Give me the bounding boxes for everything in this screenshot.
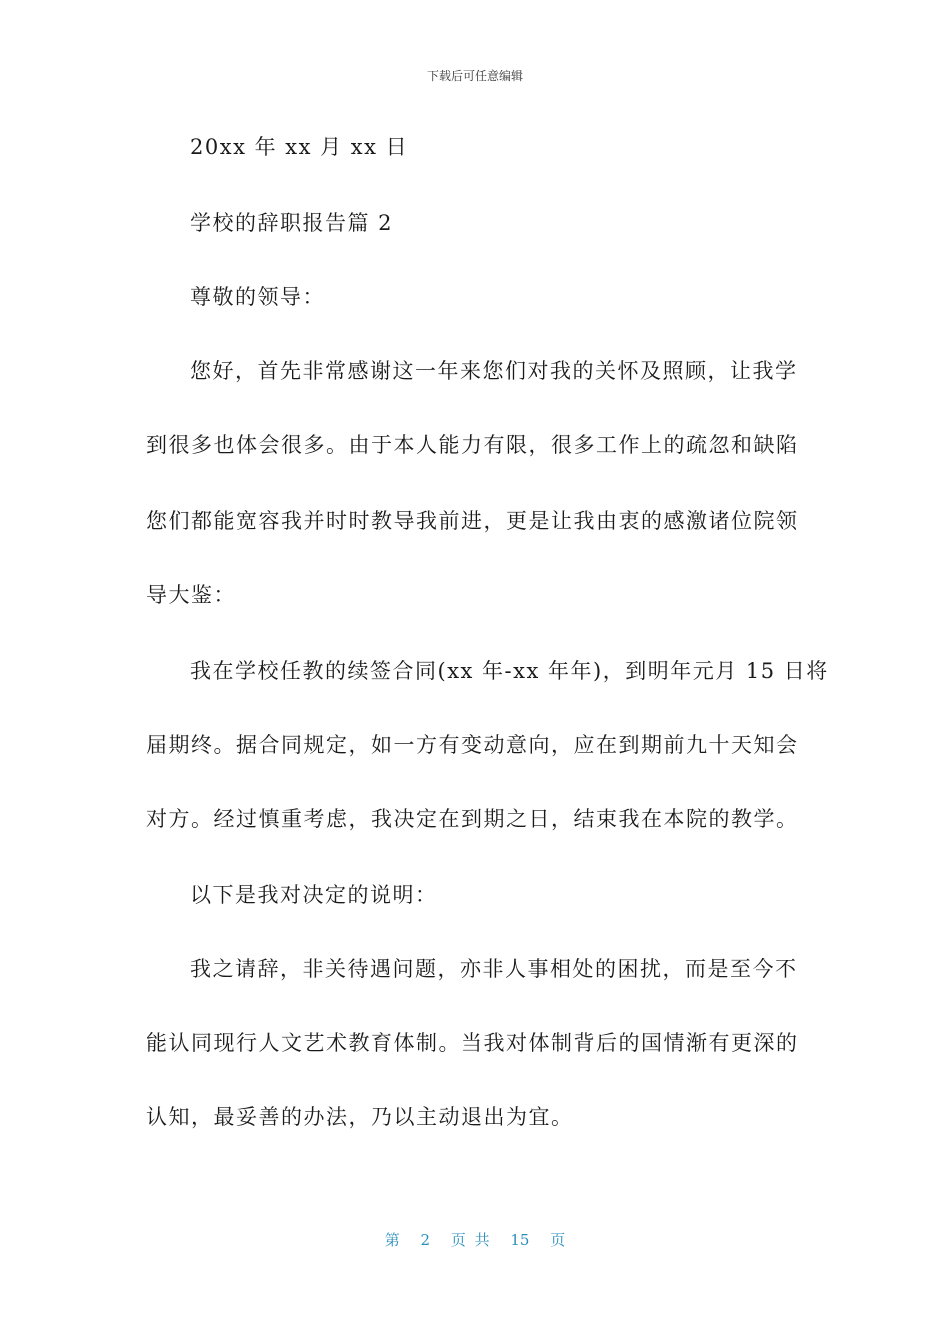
- date-line: 20xx 年 xx 月 xx 日: [190, 135, 409, 159]
- paragraph-line: 对方。经过慎重考虑，我决定在到期之日，结束我在本院的教学。: [146, 807, 799, 831]
- salutation: 尊敬的领导：: [190, 285, 325, 309]
- paragraph-line: 届期终。据合同规定，如一方有变动意向，应在到期前九十天知会: [146, 733, 799, 757]
- paragraph-line: 我在学校任教的续签合同(xx 年-xx 年年)，到明年元月 15 日将: [190, 659, 829, 683]
- paragraph-line: 能认同现行人文艺术教育体制。当我对体制背后的国情渐有更深的: [146, 1031, 799, 1055]
- current-page-number: 2: [420, 1231, 431, 1249]
- paragraph-line: 到很多也体会很多。由于本人能力有限，很多工作上的疏忽和缺陷: [146, 433, 799, 457]
- paragraph-line: 导大鉴：: [146, 583, 236, 607]
- paragraph-line: 以下是我对决定的说明：: [190, 883, 438, 907]
- footer-middle: 页 共: [450, 1231, 490, 1249]
- paragraph-line: 我之请辞，非关待遇问题，亦非人事相处的困扰，而是至今不: [190, 957, 798, 981]
- footer-prefix: 第: [384, 1231, 400, 1249]
- total-pages-number: 15: [510, 1231, 530, 1249]
- paragraph-line: 您好，首先非常感谢这一年来您们对我的关怀及照顾，让我学: [190, 359, 798, 383]
- document-heading: 学校的辞职报告篇 2: [190, 211, 394, 235]
- header-note: 下载后可任意编辑: [426, 69, 523, 83]
- footer-suffix: 页: [550, 1231, 566, 1249]
- paragraph-line: 您们都能宽容我并时时教导我前进，更是让我由衷的感激诸位院领: [146, 509, 799, 533]
- page-footer: [0, 1229, 950, 1250]
- paragraph-line: 认知，最妥善的办法，乃以主动退出为宜。: [146, 1105, 574, 1129]
